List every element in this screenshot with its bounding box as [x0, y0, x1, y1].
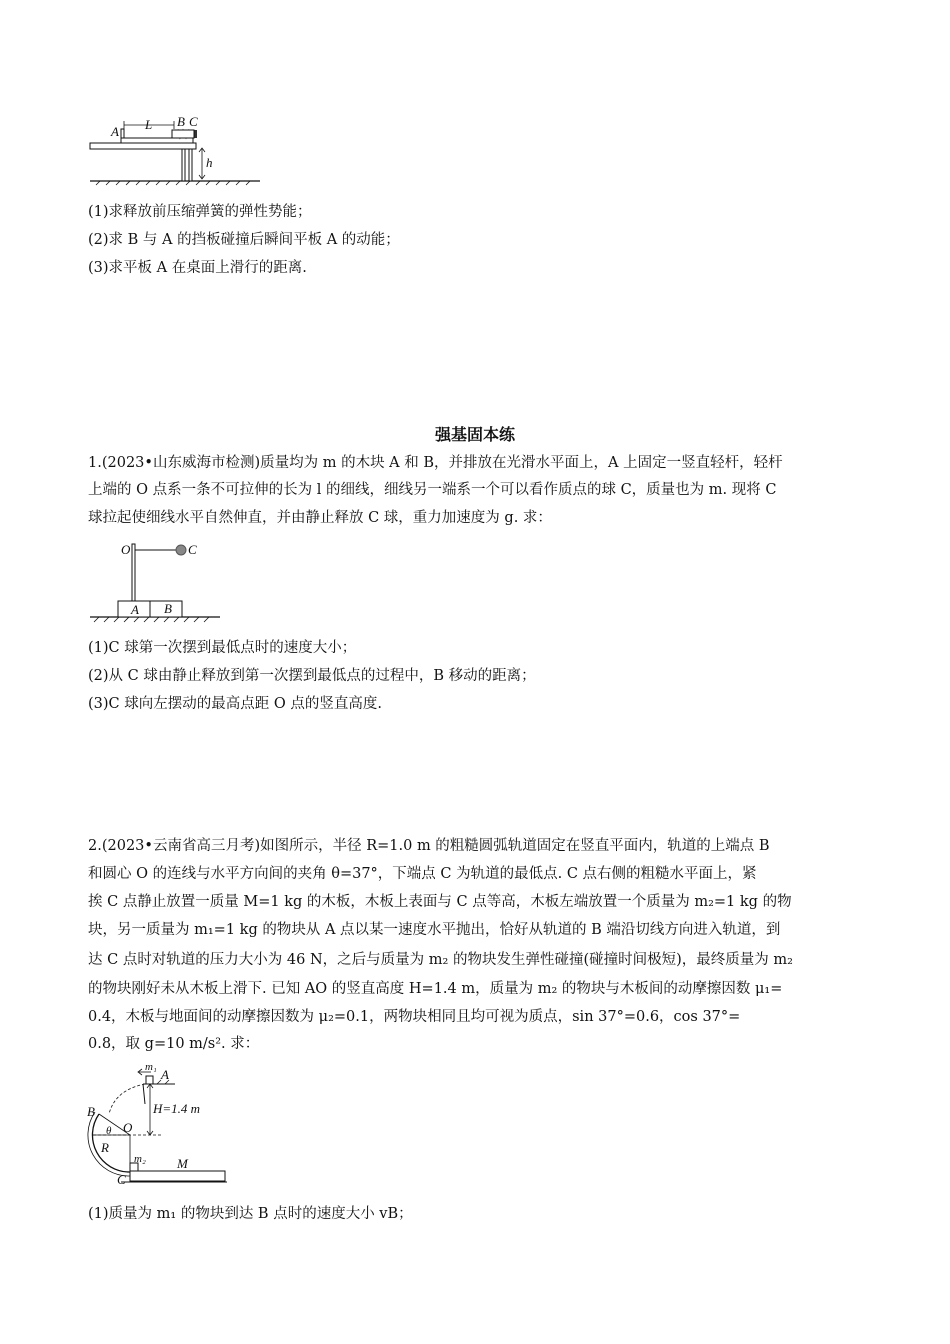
problem2-text-line: 块，另一质量为 m₁=1 kg 的物块从 A 点以某一速度水平抛出，恰好从轨道的 B 端沿切线方向进入轨道，到 — [88, 922, 781, 938]
question-line: (3)求平板 A 在桌面上滑行的距离. — [88, 260, 307, 276]
fig1-label-l: L — [145, 117, 153, 132]
fig1-label-a: A — [111, 124, 119, 139]
fig3-label-m1: m₁ — [145, 1061, 157, 1073]
fig1-label-h: h — [206, 155, 213, 170]
problem1-question: (3)C 球向左摆动的最高点距 O 点的竖直高度. — [88, 696, 382, 712]
question-line: (1)求释放前压缩弹簧的弹性势能； — [88, 204, 312, 220]
fig3-label-b: B — [87, 1104, 95, 1119]
figure-plank-spring — [88, 112, 268, 188]
problem2-question: (1)质量为 m₁ 的物块到达 B 点时的速度大小 vB； — [88, 1206, 413, 1222]
figure-pendulum-blocks — [88, 538, 223, 626]
fig3-label-r: R — [101, 1140, 109, 1155]
problem2-text-line: 的物块刚好未从木板上滑下. 已知 AO 的竖直高度 H=1.4 m，质量为 m₂ 的物块与木板间的动摩擦因数 μ₁= — [88, 981, 783, 997]
fig3-label-m2: m₂ — [134, 1153, 146, 1165]
fig3-label-o: O — [123, 1120, 133, 1135]
fig1-label-b: B — [177, 114, 185, 129]
fig2-label-a: A — [131, 602, 139, 617]
problem1-text-line: 1.(2023•山东威海市检测)质量均为 m 的木块 A 和 B，并排放在光滑水平面上，A 上固定一竖直轻杆，轻杆 — [88, 455, 783, 471]
fig3-label-h: H=1.4 m — [153, 1101, 201, 1116]
problem2-text-line: 0.8，取 g=10 m/s². 求： — [88, 1036, 260, 1052]
question-line: (2)求 B 与 A 的挡板碰撞后瞬间平板 A 的动能； — [88, 232, 400, 248]
problem1-text-line: 上端的 O 点系一条不可拉伸的长为 l 的细线，细线另一端系一个可以看作质点的球 C，质量也为 m. 现将 C — [88, 482, 777, 498]
fig1-label-c: C — [189, 114, 198, 129]
fig3-label-m: M — [177, 1156, 188, 1171]
fig3-label-c: C — [117, 1172, 126, 1187]
fig2-label-b: B — [164, 601, 172, 616]
fig3-label-a: A — [161, 1067, 169, 1082]
problem1-text-line: 球拉起使细线水平自然伸直，并由静止释放 C 球，重力加速度为 g. 求： — [88, 510, 552, 526]
section-title: 强基固本练 — [434, 425, 515, 444]
figure-arc-track — [85, 1062, 235, 1192]
problem2-text-line: 达 C 点时对轨道的压力大小为 46 N，之后与质量为 m₂ 的物块发生弹性碰撞(碰撞时间极短)，最终质量为 m₂ — [88, 952, 793, 968]
problem2-text-line: 2.(2023•云南省高三月考)如图所示，半径 R=1.0 m 的粗糙圆弧轨道固定在竖直平面内，轨道的上端点 B — [88, 838, 770, 854]
problem1-question: (1)C 球第一次摆到最低点时的速度大小； — [88, 640, 357, 656]
problem1-question: (2)从 C 球由静止释放到第一次摆到最低点的过程中，B 移动的距离； — [88, 668, 536, 684]
fig3-label-theta: θ — [106, 1125, 112, 1137]
fig2-label-c: C — [188, 542, 197, 557]
problem2-text-line: 0.4，木板与地面间的动摩擦因数为 μ₂=0.1，两物块相同且均可视为质点，sin 37°=0.6，cos 37°= — [88, 1009, 741, 1025]
problem2-text-line: 挨 C 点静止放置一质量 M=1 kg 的木板，木板上表面与 C 点等高，木板左端放置一个质量为 m₂=1 kg 的物 — [88, 894, 792, 910]
problem2-text-line: 和圆心 O 的连线与水平方向间的夹角 θ=37°，下端点 C 为轨道的最低点. C 点右侧的粗糙水平面上，紧 — [88, 866, 757, 882]
fig2-label-o: O — [121, 542, 131, 557]
